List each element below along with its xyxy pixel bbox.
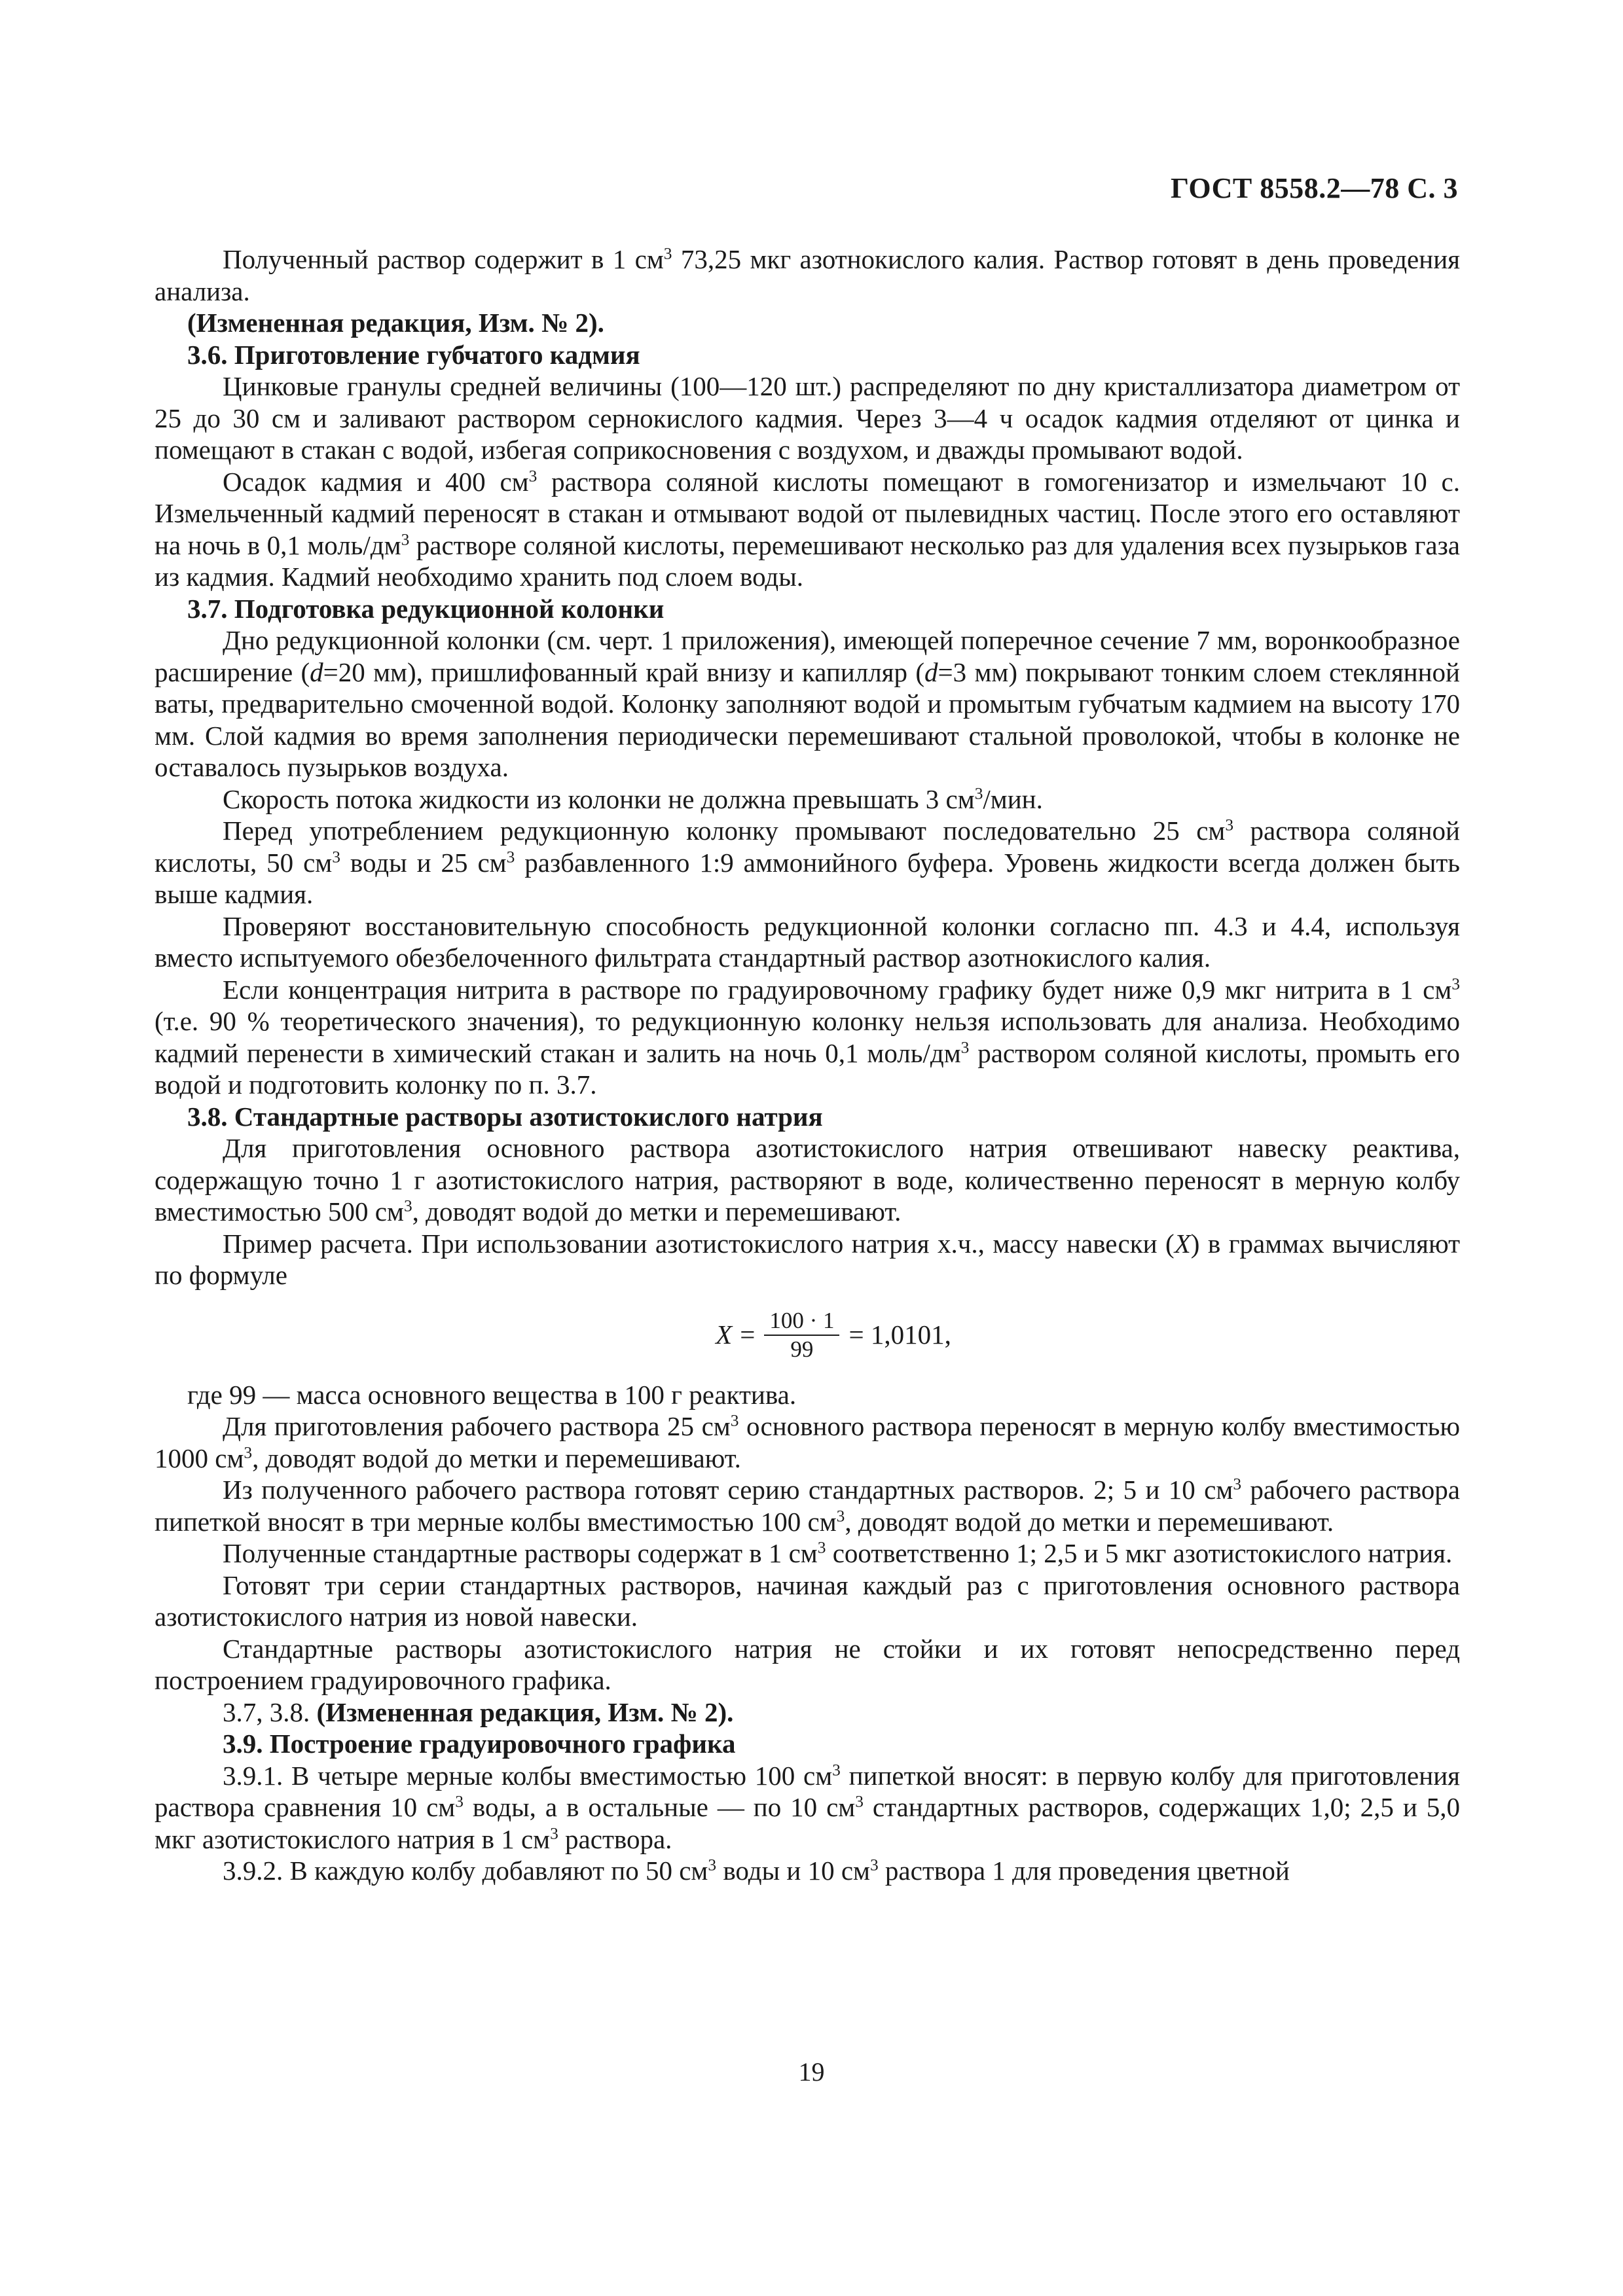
section-heading-3-7: 3.7. Подготовка редукционной колонки (187, 593, 665, 624)
paragraph: Цинковые гранулы средней величины (100—120 шт.) распределяют по дну кристаллизатора диаметром от 25 до 30 см и заливают раствором сернокислого кадмия. Через 3—4 ч осадок кадмия отделяют от цинка и помещают в стакан с водой, избегая соприкосновения с воздухом, и дважды промывают водой. (155, 371, 1460, 465)
page-header: ГОСТ 8558.2—78 С. 3 (1170, 172, 1458, 204)
formula-numerator: 100 · 1 (764, 1307, 839, 1336)
section-heading-3-8: 3.8. Стандартные растворы азотистокислого натрия (187, 1101, 823, 1132)
formula-result: = 1,0101, (848, 1319, 951, 1350)
formula-denominator: 99 (790, 1336, 814, 1362)
formula-fraction (764, 1307, 839, 1363)
paragraph: Дно редукционной колонки (см. черт. 1 приложения), имеющей поперечное сечение 7 мм, воронкообразное расширение (d=20 мм), пришлифованный край внизу и капилляр (d=3 мм) покрывают тонким слоем стеклянной ваты, предварительно смоченной водой. Колонку заполняют водой и промытым губчатым кадмием на высоту 170 мм. Слой кадмия во время заполнения периодически перемешивают стальной проволокой, чтобы в колонке не оставалось пузырьков воздуха. (155, 625, 1461, 782)
paragraph: Скорость потока жидкости из колонки не должна превышать 3 $см^3$/мин. (223, 783, 1043, 814)
paragraph: Для приготовления рабочего раствора 25 $см^3$ основного раствора переносят в мерную колбу вместимостью 1000 $см^3$, доводят водой до метки и перемешивают. (155, 1411, 1460, 1473)
paragraph: Пример расчета. При использовании азотистокислого натрия х.ч., массу навески (X) в граммах вычисляют по формуле (155, 1228, 1460, 1290)
amendment-note: (Измененная редакция, Изм. № 2). (187, 308, 604, 338)
section-heading-3-9: 3.9. Построение градуировочного графика (223, 1729, 736, 1759)
paragraph: Для приготовления основного раствора азотистокислого натрия отвешивают навеску реактива, содержащую точно 1 г азотистокислого натрия, растворяют в воде, количественно переносят в мерную колбу вместимостью 500 $см^3$, доводят водой до метки и перемешивают. (155, 1133, 1460, 1227)
amendment-note: 3.7, 3.8. (Измененная редакция, Изм. № 2). (223, 1696, 734, 1727)
paragraph: Полученный раствор содержит в 1 $см^3$ 73,25 мкг азотнокислого калия. Раствор готовят в день проведения анализа. (155, 244, 1460, 306)
paragraph: Готовят три серии стандартных растворов, начиная каждый раз с приготовления основного раствора азотистокислого натрия из новой навески. (155, 1570, 1460, 1632)
paragraph: где 99 — масса основного вещества в 100 г реактива. (187, 1379, 797, 1410)
paragraph: Из полученного рабочего раствора готовят серию стандартных растворов. 2; 5 и 10 $см^3$ рабочего раствора пипеткой вносят в три мерные колбы вместимостью 100 $см^3$, доводят водой до метки и перемешивают. (155, 1475, 1460, 1537)
paragraph: Стандартные растворы азотистокислого натрия не стойки и их готовят непосредственно перед построением градуировочного графика. (155, 1633, 1460, 1695)
page-number: 19 (798, 2057, 825, 2087)
paragraph: 3.9.1. В четыре мерные колбы вместимостью 100 $см^3$ пипеткой вносят: в первую колбу для приготовления раствора сравнения 10 $см^3$ воды, а в остальные — по 10 $см^3$ стандартных растворов, содержащих 1,0; 2,5 и 5,0 мкг азотистокислого натрия в 1 $см^3$ раствора. (155, 1760, 1460, 1854)
paragraph: Если концентрация нитрита в растворе по градуировочному графику будет ниже 0,9 мкг нитрита в 1 $см^3$ (т.е. 90 % теоретического значения), то редукционную колонку нельзя использовать для анализа. Необходимо кадмий перенести в химический стакан и залить на ночь 0,1 моль/$дм^3$ раствором соляной кислоты, промыть его водой и подготовить колонку по п. 3.7. (155, 974, 1460, 1100)
formula-equals: = (740, 1319, 756, 1350)
paragraph: 3.9.2. В каждую колбу добавляют по 50 $см^3$ воды и 10 $см^3$ раствора 1 для проведения цветной (223, 1856, 1290, 1886)
paragraph: Полученные стандартные растворы содержат в 1 $см^3$ соответственно 1; 2,5 и 5 мкг азотистокислого натрия. (223, 1538, 1453, 1568)
formula (207, 1291, 1460, 1379)
section-heading-3-6: 3.6. Приготовление губчатого кадмия (187, 339, 640, 370)
document-body (155, 243, 1460, 1887)
paragraph: Осадок кадмия и 400 $см^3$ раствора соляной кислоты помещают в гомогенизатор и измельчают 10 с. Измельченный кадмий переносят в стакан и отмывают водой от пылевидных частиц. После этого его оставляют на ночь в 0,1 моль/$дм^3$ растворе соляной кислоты, перемешивают несколько раз для удаления всех пузырьков газа из кадмия. Кадмий необходимо хранить под слоем воды. (155, 466, 1460, 592)
paragraph: Проверяют восстановительную способность редукционной колонки согласно пп. 4.3 и 4.4, используя вместо испытуемого обезбелоченного фильтрата стандартный раствор азотнокислого калия. (155, 910, 1460, 973)
formula-lhs: X (716, 1319, 733, 1350)
paragraph: Перед употреблением редукционную колонку промывают последовательно 25 $см^3$ раствора соляной кислоты, 50 $см^3$ воды и 25 $см^3$ разбавленного 1:9 аммонийного буфера. Уровень жидкости всегда должен быть выше кадмия. (155, 816, 1460, 909)
